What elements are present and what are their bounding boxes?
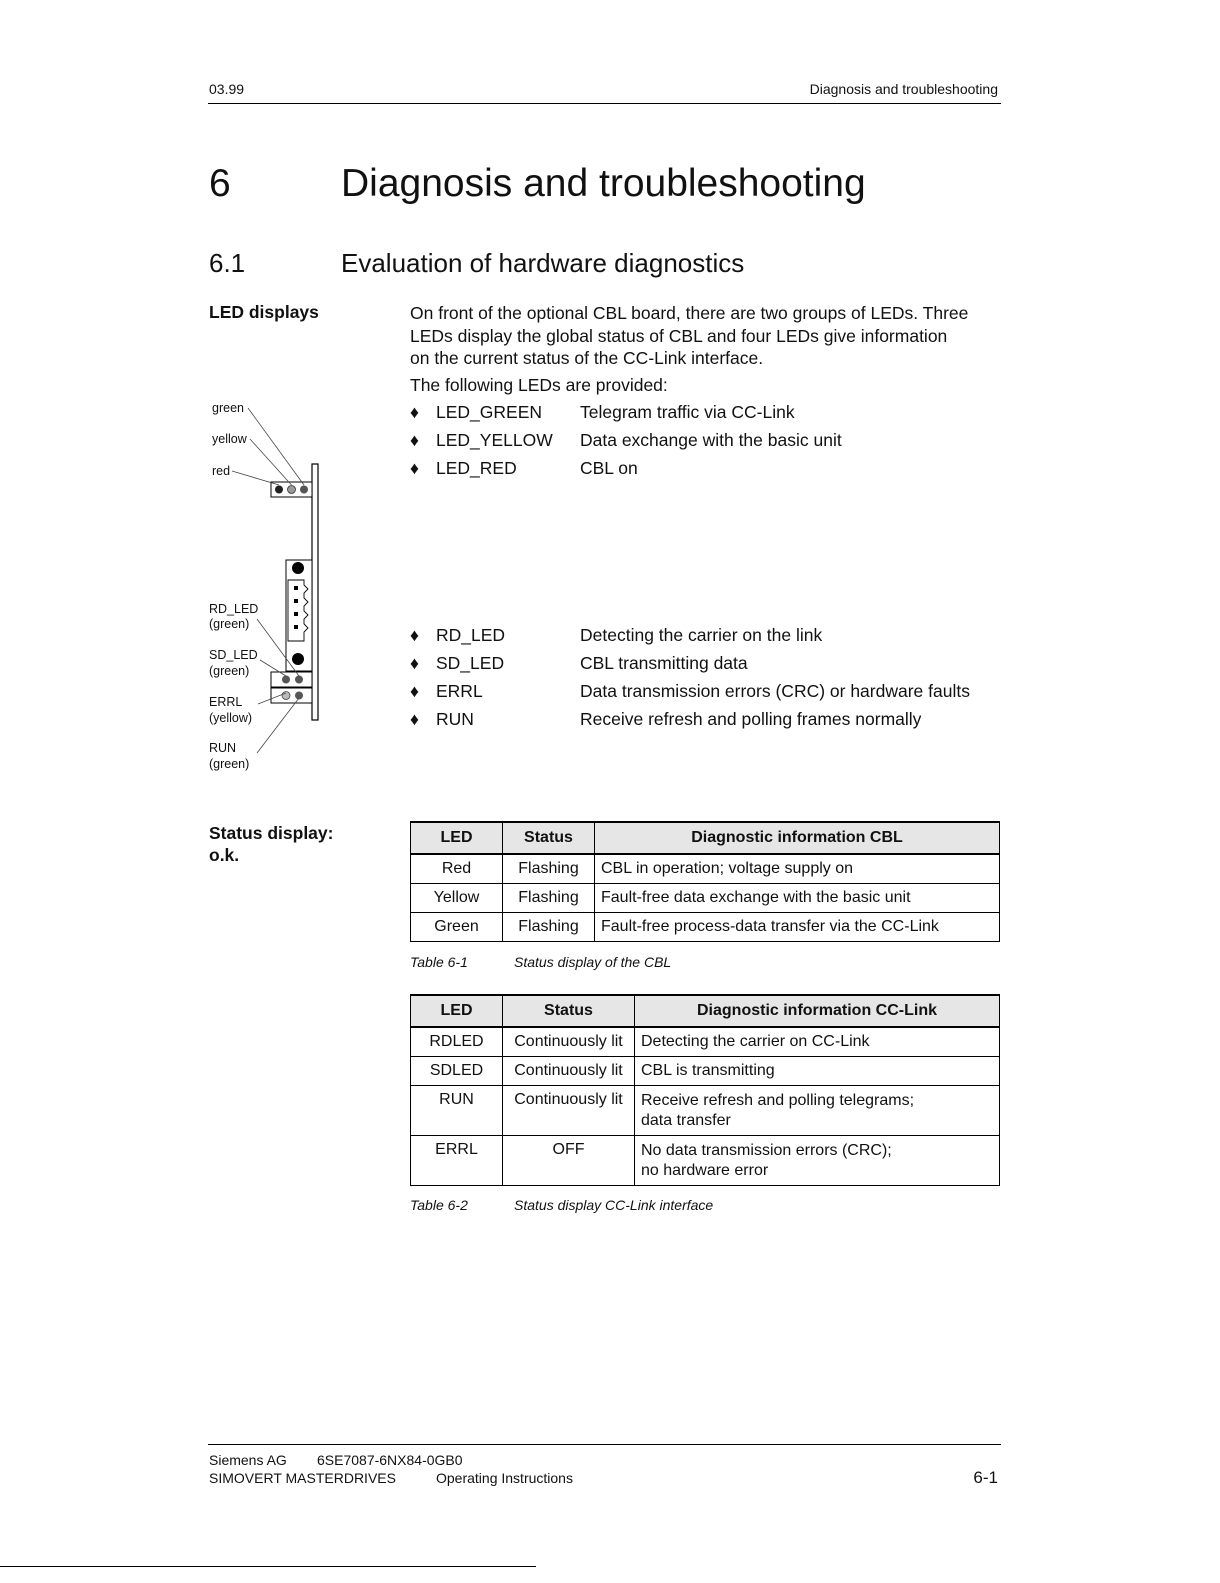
green-led-icon xyxy=(300,486,308,494)
bottom-edge-rule xyxy=(0,1566,536,1567)
table-header: Diagnostic information CBL xyxy=(595,822,1000,854)
errl-led-icon xyxy=(282,692,290,700)
led-name: RD_LED xyxy=(436,625,506,645)
table-row xyxy=(411,1085,1000,1135)
footer-product: SIMOVERT MASTERDRIVES xyxy=(209,1470,396,1486)
table-cell: Yellow xyxy=(411,883,503,912)
table-cell: SDLED xyxy=(411,1056,503,1085)
bullet-icon: ♦ xyxy=(410,653,419,673)
led-name: ERRL xyxy=(436,681,483,701)
table-cell: RDLED xyxy=(411,1027,503,1056)
led-name: LED_RED xyxy=(436,458,517,478)
table-cell: Fault-free process-data transfer via the CC-Link xyxy=(595,912,1000,941)
yellow-led-icon xyxy=(288,486,296,494)
bullet-icon: ♦ xyxy=(410,681,419,701)
led-description: Receive refresh and polling frames normally xyxy=(580,709,922,729)
led-name: SD_LED xyxy=(436,653,505,673)
cclink-status-table xyxy=(410,994,1000,1186)
header-rule xyxy=(208,103,1001,104)
footer-company: Siemens AG xyxy=(209,1452,287,1468)
bottom-led-block-1 xyxy=(271,672,312,687)
cell-line: No data transmission errors (CRC); xyxy=(641,1141,892,1159)
fig-label-errl-color: (yellow) xyxy=(209,711,253,725)
table-cell: Continuously lit xyxy=(503,1056,635,1085)
bullet-icon: ♦ xyxy=(410,625,419,645)
led-displays-side-label: LED displays xyxy=(209,302,319,322)
led-description: Detecting the carrier on the link xyxy=(580,625,823,645)
section-number: 6.1 xyxy=(209,248,246,278)
led-description: Data exchange with the basic unit xyxy=(580,430,842,450)
led-description: CBL transmitting data xyxy=(580,653,748,673)
table-header: Diagnostic information CC-Link xyxy=(635,995,1000,1027)
cell-line: no hardware error xyxy=(641,1161,769,1179)
table-header-row xyxy=(411,822,1000,854)
cell-line: data transfer xyxy=(641,1111,731,1129)
footer-rule xyxy=(208,1444,1001,1445)
sd-led-icon xyxy=(282,676,290,684)
status-label-line-1: Status display: xyxy=(209,823,334,843)
table-header-row xyxy=(411,995,1000,1027)
fig-label-errl: ERRL xyxy=(209,695,243,709)
footer-order-number: 6SE7087-6NX84-0GB0 xyxy=(317,1452,463,1468)
cbl-board-figure xyxy=(205,395,335,780)
table-caption-number: Table 6-1 xyxy=(410,954,468,970)
board-edge xyxy=(312,464,318,720)
header-date: 03.99 xyxy=(209,81,245,97)
chapter-number: 6 xyxy=(209,162,231,205)
chapter-title: Diagnosis and troubleshooting xyxy=(341,162,866,205)
table-caption-text: Status display of the CBL xyxy=(514,954,672,970)
bullet-icon: ♦ xyxy=(410,458,419,478)
table-cell: Continuously lit xyxy=(503,1085,635,1135)
table-cell: CBL in operation; voltage supply on xyxy=(595,854,1000,883)
table-cell xyxy=(635,1135,1000,1185)
led-name: LED_YELLOW xyxy=(436,430,553,450)
bullet-icon: ♦ xyxy=(410,709,419,729)
led-description: CBL on xyxy=(580,458,638,478)
table-header: LED xyxy=(411,822,503,854)
table-row xyxy=(411,1027,1000,1056)
table-cell: Continuously lit xyxy=(503,1027,635,1056)
footer-doc-type: Operating Instructions xyxy=(436,1470,573,1486)
section-title: Evaluation of hardware diagnostics xyxy=(341,248,745,278)
table-cell: Flashing xyxy=(503,912,595,941)
cell-line: Receive refresh and polling telegrams; xyxy=(641,1091,915,1109)
table-row xyxy=(411,1056,1000,1085)
table-header: LED xyxy=(411,995,503,1027)
cbl-status-table xyxy=(410,821,1000,942)
fig-label-run-color: (green) xyxy=(209,757,250,771)
led-description: Data transmission errors (CRC) or hardware faults xyxy=(580,681,970,701)
fig-label-sd-led-color: (green) xyxy=(209,664,250,678)
fig-label-rd-led-color: (green) xyxy=(209,617,250,631)
table-cell: Detecting the carrier on CC-Link xyxy=(635,1027,1000,1056)
connector-screw-icon xyxy=(292,562,304,574)
table-row xyxy=(411,854,1000,883)
table-header: Status xyxy=(503,995,635,1027)
led-name: RUN xyxy=(436,709,474,729)
table-cell: Flashing xyxy=(503,854,595,883)
connector-screw-icon xyxy=(292,653,304,665)
status-display-side-label xyxy=(209,822,333,866)
table-cell: CBL is transmitting xyxy=(635,1056,1000,1085)
status-label-line-2: o.k. xyxy=(209,845,240,865)
fig-label-yellow: yellow xyxy=(212,432,247,446)
table-header: Status xyxy=(503,822,595,854)
led-provided-text: The following LEDs are provided: xyxy=(410,375,668,395)
table-cell: OFF xyxy=(503,1135,635,1185)
table-cell xyxy=(635,1085,1000,1135)
fig-label-red: red xyxy=(212,464,231,478)
bottom-led-block-2 xyxy=(271,688,312,703)
table-caption-text: Status display CC-Link interface xyxy=(514,1197,714,1213)
header-title: Diagnosis and troubleshooting xyxy=(809,81,998,97)
table-cell: Red xyxy=(411,854,503,883)
bullet-icon: ♦ xyxy=(410,430,419,450)
fig-label-run: RUN xyxy=(209,741,237,755)
red-led-icon xyxy=(275,486,283,494)
fig-label-sd-led: SD_LED xyxy=(209,648,258,662)
rd-led-icon xyxy=(295,676,303,684)
table-cell: Green xyxy=(411,912,503,941)
table-row xyxy=(411,912,1000,941)
fig-label-rd-led: RD_LED xyxy=(209,602,259,616)
table-row xyxy=(411,1135,1000,1185)
bullet-icon: ♦ xyxy=(410,402,419,422)
table-cell: Flashing xyxy=(503,883,595,912)
table-caption-number: Table 6-2 xyxy=(410,1197,468,1213)
led-name: LED_GREEN xyxy=(436,402,543,422)
footer-page-number: 6-1 xyxy=(973,1468,998,1487)
led-description: Telegram traffic via CC-Link xyxy=(580,402,795,422)
table-row xyxy=(411,883,1000,912)
table-cell: Fault-free data exchange with the basic unit xyxy=(595,883,1000,912)
fig-label-green: green xyxy=(212,401,244,415)
led-intro-paragraph: On front of the optional CBL board, there are two groups of LEDs. Three LEDs display the global status of CBL and four LEDs give information on the current status of the CC-Link interface. xyxy=(410,303,969,368)
table-cell: ERRL xyxy=(411,1135,503,1185)
table-cell: RUN xyxy=(411,1085,503,1135)
